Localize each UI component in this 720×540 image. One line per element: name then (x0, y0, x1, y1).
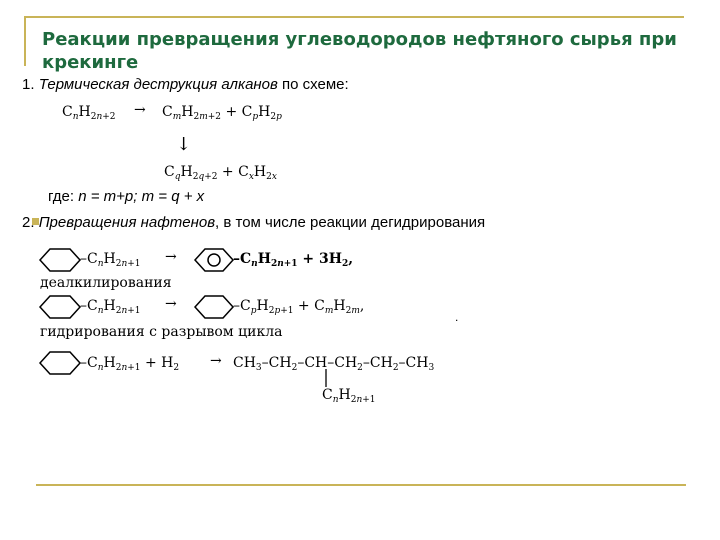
reaction1-left: $-C_nH_{2n+1}$ (80, 251, 141, 269)
reaction3-branch: $C_nH_{2n+1}$ (322, 387, 376, 405)
section-2-rest: , в том числе реакции дегидрирования (215, 214, 486, 231)
label-dealkylation: деалкилирования (40, 275, 172, 291)
bottom-rule (36, 484, 686, 486)
reaction3-arrow-icon: → (210, 353, 222, 369)
label-ring-hydrogenation: гидрирования с разрывом цикла (40, 324, 283, 340)
reaction2-arrow-icon: → (165, 296, 177, 312)
scheme1-reactant: $C_nH_{2n+2}$ (62, 104, 116, 122)
scheme1-down-arrow: ↓ (176, 134, 192, 155)
scheme1-arrow: → (134, 102, 146, 118)
stray-dot: . (455, 310, 459, 324)
reaction3-right: $CH_3-CH_2-CH-CH_2-CH_2-CH_3$ (233, 355, 435, 373)
reaction3-left: $-C_nH_{2n+1} + H_2$ (80, 355, 180, 373)
benzene-ring-1 (195, 249, 233, 271)
section-2-italic: Превращения нафтенов (38, 214, 216, 231)
cyclohexane-ring-4 (40, 352, 80, 374)
reaction1-arrow-icon: → (165, 249, 177, 265)
reaction2-right: $-C_pH_{2p+1} + C_mH_{2m}$, (233, 298, 365, 316)
reaction1-right: $-C_nH_{2n+1} + 3H_2$, (233, 251, 354, 269)
scheme1-product1: $C_mH_{2m+2} + C_pH_{2p}$ (162, 104, 282, 122)
bullet-prefix: где: (48, 188, 79, 205)
section-2-number: 2. (22, 214, 35, 231)
cyclohexane-ring-3 (195, 296, 233, 318)
cyclohexane-ring-1 (40, 249, 80, 271)
cyclohexane-ring-2 (40, 296, 80, 318)
section-1-italic: Термическая деструкция алканов (38, 76, 278, 93)
bullet-formula: n = m+p; m = q + x (78, 188, 205, 205)
scheme1-product2: $C_qH_{2q+2} + C_xH_{2x}$ (164, 164, 277, 182)
aromatic-circle-icon (208, 254, 220, 266)
section-1-rest: по схеме: (282, 76, 349, 93)
reaction2-left: $-C_nH_{2n+1}$ (80, 298, 141, 316)
section-1-number: 1. (22, 76, 35, 93)
slide-title: Реакции превращения углеводородов нефтяного сырья при крекинге (42, 29, 677, 73)
